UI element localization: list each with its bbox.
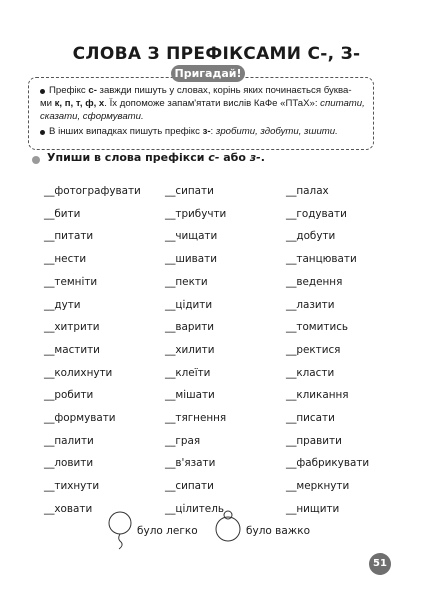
word-item: __ховати: [44, 502, 93, 515]
word-item: __писати: [286, 412, 335, 424]
word-item: __формувати: [44, 412, 116, 424]
word-item: __хитрити: [44, 321, 100, 334]
word-item: __темніти: [44, 275, 98, 288]
word-item: __класти: [286, 366, 335, 379]
word-item: __фотографувати: [44, 185, 141, 197]
word-item: __ректися: [286, 343, 341, 356]
word-item: __варити: [165, 321, 215, 334]
remember-badge: Пригадай!: [171, 65, 245, 82]
word-item: __трибучти: [165, 207, 227, 220]
word-item: __грая: [165, 434, 201, 447]
word-item: __чищати: [165, 230, 218, 243]
easy-label: було легко: [137, 525, 198, 537]
word-item: __цілитель: [165, 502, 224, 515]
word-item: __сипати: [165, 185, 214, 197]
rule-1-line-3: сказати, сформувати.: [40, 111, 144, 122]
word-item: __добути: [286, 230, 336, 243]
word-item: __меркнути: [286, 480, 350, 493]
word-item: __мастити: [44, 343, 100, 356]
word-item: __цідити: [165, 298, 213, 311]
task-bullet-icon: [32, 156, 40, 164]
word-item: __годувати: [286, 207, 347, 220]
word-item: __тягнення: [165, 412, 227, 424]
word-item: __тихнути: [44, 480, 100, 493]
page-number: 51: [369, 553, 391, 575]
word-item: __пекти: [165, 275, 208, 288]
word-item: __лазити: [286, 298, 335, 311]
word-item: __робити: [44, 389, 94, 402]
word-item: __ведення: [286, 275, 343, 288]
rule-1-line-1: Префікс с- завжди пишуть у словах, корінь яких починається буква-: [49, 85, 352, 96]
weight-hard-icon: [213, 508, 243, 542]
balloon-easy-icon: [105, 511, 135, 551]
word-item: __клеїти: [165, 366, 211, 379]
word-item: __колихнути: [44, 366, 113, 379]
rule-2: В інших випадках пишуть префікс з-: зробити, здобути, зшити.: [49, 126, 338, 137]
word-item: __дути: [44, 298, 81, 311]
word-item: __нести: [44, 253, 87, 266]
task-instruction: Упиши в слова префікси с- або з-.: [47, 151, 265, 164]
hard-label: було важко: [246, 525, 311, 537]
word-item: __палити: [44, 434, 94, 447]
bullet-icon: [40, 89, 45, 94]
word-item: __фабрикувати: [286, 457, 370, 470]
word-item: __танцювати: [286, 253, 357, 266]
word-item: __бити: [44, 207, 81, 220]
page-title: СЛОВА З ПРЕФІКСАМИ С-, З-: [72, 44, 361, 64]
word-item: __нищити: [286, 502, 340, 515]
rule-1-line-2: ми к, п, т, ф, х. Їх допоможе запам'ятати вислів КаФе «ПТаХ»: спитати,: [40, 98, 365, 109]
word-item: __томитись: [286, 321, 349, 334]
word-item: __мішати: [165, 389, 215, 402]
word-item: __сипати: [165, 480, 214, 493]
word-item: __в'язати: [165, 457, 216, 470]
bullet-icon: [40, 130, 45, 135]
word-item: __кликання: [286, 389, 349, 402]
word-item: __шивати: [165, 253, 217, 266]
word-item: __палах: [286, 185, 329, 197]
word-item: __правити: [286, 434, 342, 447]
word-item: __питати: [44, 230, 94, 243]
word-item: __ловити: [44, 457, 94, 470]
word-item: __хилити: [165, 343, 215, 356]
